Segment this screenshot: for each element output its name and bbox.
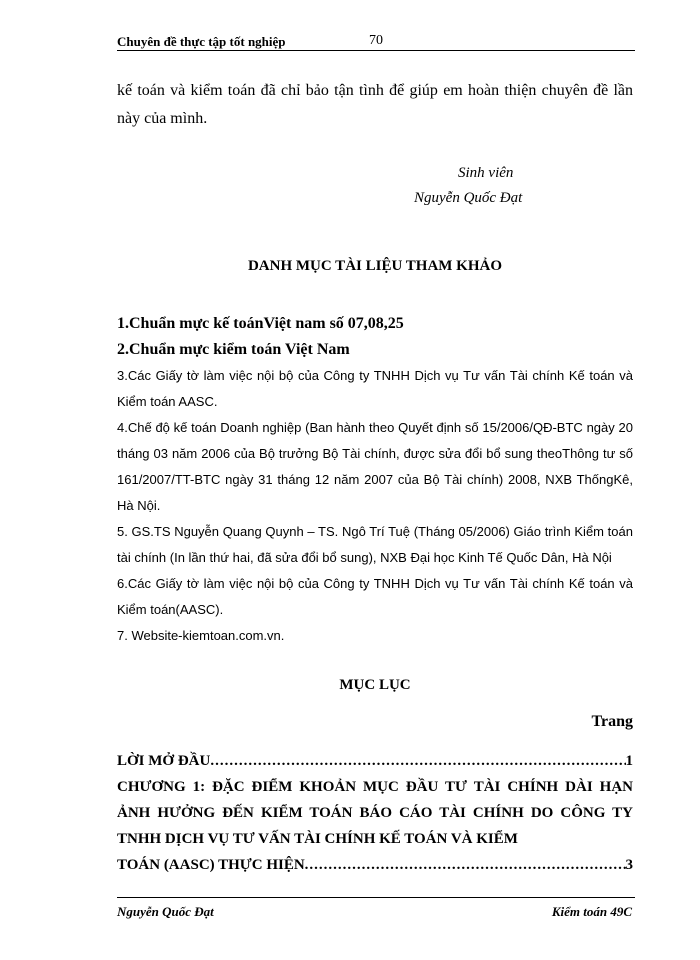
page-footer [117, 897, 635, 919]
reference-item: 7. Website-kiemtoan.com.vn. [117, 628, 285, 643]
toc-entry-label: CHƯƠNG 1: ĐẶC ĐIỂM KHOẢN MỤC ĐẦU TƯ TÀI CHÍNH DÀI HẠN ẢNH HƯỞNG ĐẾN KIỂM TOÁN BÁO CÁO TÀI CHÍNH DO CÔNG TY TNHH DỊCH VỤ TƯ VẤN TÀI CHÍNH KẾ TOÁN VÀ KIỂM [117, 779, 633, 847]
reference-item: 6.Các Giấy tờ làm việc nội bộ của Công ty TNHH Dịch vụ Tư vấn Tài chính Kế toán và Kiểm toán(AASC). [117, 576, 633, 617]
toc-entry-label: LỜI MỞ ĐẦU [117, 753, 211, 769]
references-title: DANH MỤC TÀI LIỆU THAM KHẢO [247, 258, 503, 274]
toc-entry-label-tail: TOÁN (AASC) THỰC HIỆN [117, 857, 305, 873]
toc-entry[interactable] [117, 774, 633, 878]
table-of-contents [117, 748, 633, 878]
reference-item: 3.Các Giấy tờ làm việc nội bộ của Công ty TNHH Dịch vụ Tư vấn Tài chính Kế toán và Kiểm toán AASC. [117, 368, 633, 409]
reference-item: 1.Chuẩn mực kế toánViệt nam số 07,08,25 [117, 315, 404, 332]
reference-item: 5. GS.TS Nguyễn Quang Quynh – TS. Ngô Trí Tuệ (Tháng 05/2006) Giáo trình Kiểm toán tài chính (In lần thứ hai, đã sửa đổi bổ sung), NXB Đại học Kinh Tế Quốc Dân, Hà Nội [117, 524, 633, 565]
header-title: Chuyên đề thực tập tốt nghiệp [117, 34, 286, 49]
footer-author: Nguyễn Quốc Đạt [117, 904, 214, 919]
signature-role: Sinh viên [458, 165, 514, 181]
page-header [117, 32, 635, 51]
reference-item: 4.Chế độ kế toán Doanh nghiệp (Ban hành theo Quyết định số 15/2006/QĐ-BTC ngày 20 tháng 03 năm 2006 của Bộ trưởng Bộ Tài chính, được sửa đổi bổ sung theoThông tư số 161/2007/TT-BTC ngày 31 tháng 12 năm 2007 của Bộ Tài chính) 2008, NXB ThốngKê, Hà Nội. [117, 420, 633, 513]
toc-entry-page: 3 [625, 857, 633, 873]
intro-paragraph: kế toán và kiểm toán đã chỉ bảo tận tình để giúp em hoàn thiện chuyên đề lần này của mình. [117, 82, 633, 127]
signature-name: Nguyễn Quốc Đạt [414, 190, 523, 206]
toc-leader-dots [210, 748, 625, 774]
reference-item: 2.Chuẩn mực kiểm toán Việt Nam [117, 341, 350, 358]
footer-class: Kiểm toán 49C [551, 904, 632, 919]
references-list [117, 311, 633, 649]
toc-leader-dots [305, 852, 626, 878]
toc-entry-page: 1 [625, 753, 633, 769]
toc-title: MỤC LỤC [339, 677, 411, 693]
toc-page-label: Trang [591, 713, 633, 730]
toc-entry[interactable] [117, 748, 633, 774]
page-number: 70 [369, 33, 383, 48]
